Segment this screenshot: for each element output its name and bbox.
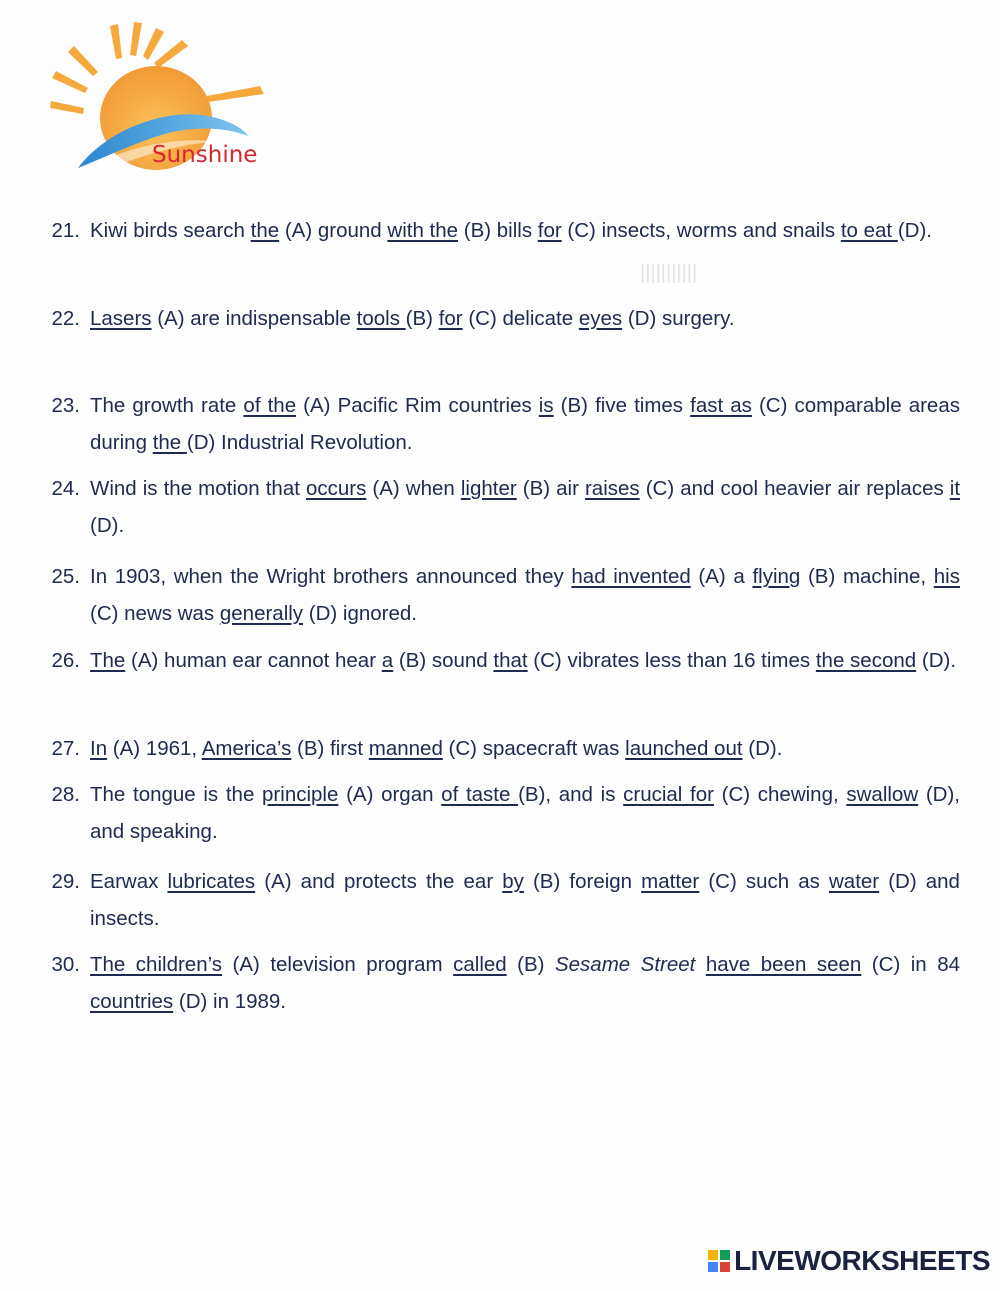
- underlined-option: with the: [387, 219, 459, 242]
- underlined-option: America’s: [201, 737, 292, 760]
- question-segment: (C) and cool heavier air replaces: [639, 477, 950, 500]
- underlined-option: The: [90, 649, 126, 672]
- underlined-option: to eat: [840, 219, 898, 242]
- question-segment: (A) Pacific Rim countries: [296, 394, 539, 417]
- question-segment: (D).: [90, 477, 966, 537]
- question-segment: (B), and is: [518, 783, 624, 806]
- question-segment: (A) are indispensable: [151, 307, 357, 330]
- question-segment: (B) sound: [393, 649, 494, 672]
- underlined-option: the: [152, 431, 187, 454]
- question-segment: (A) television program: [222, 953, 454, 976]
- question-number: 27.: [51, 737, 80, 760]
- question-segment: (B): [405, 307, 439, 330]
- question-23: [40, 387, 966, 461]
- question-segment: (C) delicate: [462, 307, 579, 330]
- question-segment: (C) in 84: [861, 953, 966, 976]
- question-segment: (D) in 1989.: [173, 990, 286, 1013]
- underlined-option: had invented: [571, 565, 691, 588]
- question-number: 25.: [51, 565, 80, 588]
- question-21: [40, 212, 960, 249]
- underlined-option: crucial for: [623, 783, 714, 806]
- underlined-option: the second: [815, 649, 917, 672]
- liveworksheets-icon: [708, 1250, 730, 1272]
- question-segment: (D).: [916, 649, 957, 672]
- underlined-option: Lasers: [90, 307, 152, 330]
- question-27: [40, 730, 960, 767]
- underlined-option: The children’s: [90, 953, 223, 976]
- question-25: [40, 558, 966, 632]
- question-segment: [695, 953, 705, 976]
- question-segment: (C) news was: [90, 565, 966, 625]
- question-segment: (B) air: [516, 477, 585, 500]
- underlined-option: generally: [219, 602, 304, 625]
- question-number: 22.: [51, 307, 80, 330]
- underlined-option: water: [829, 870, 880, 893]
- underlined-option: principle: [262, 783, 339, 806]
- question-30: [40, 946, 966, 1020]
- question-segment: (A) human ear cannot hear: [125, 649, 382, 672]
- underlined-option: have been seen: [705, 953, 862, 976]
- underlined-option: by: [502, 870, 524, 893]
- underlined-option: of taste: [441, 783, 519, 806]
- question-text: [90, 212, 960, 249]
- underlined-option: tools: [356, 307, 406, 330]
- question-number: 28.: [51, 783, 80, 806]
- underlined-option: of the: [243, 394, 297, 417]
- question-text: [90, 776, 966, 850]
- question-number: 23.: [51, 394, 80, 417]
- question-number: 26.: [51, 649, 80, 672]
- question-segment: Kiwi birds search: [90, 219, 251, 242]
- question-segment: (C) insects, worms and snails: [561, 219, 841, 242]
- question-29: [40, 863, 966, 937]
- question-segment: (A) when: [366, 477, 461, 500]
- question-text: [90, 863, 966, 937]
- underlined-option: called: [453, 953, 507, 976]
- underlined-option: is: [538, 394, 554, 417]
- underlined-option: fast as: [690, 394, 752, 417]
- question-number: 30.: [51, 953, 80, 976]
- underlined-option: launched out: [625, 737, 743, 760]
- question-text: [90, 946, 966, 1020]
- question-segment: Wind is the motion that: [90, 477, 306, 500]
- question-segment: (B) foreign: [523, 870, 642, 893]
- bleed-through: |||||||||||: [640, 263, 698, 285]
- underlined-option: that: [493, 649, 528, 672]
- question-number: 21.: [51, 219, 80, 242]
- question-number: 29.: [51, 870, 80, 893]
- underlined-option: a: [381, 649, 394, 672]
- question-segment: (D) ignored.: [303, 602, 417, 625]
- question-segment: In 1903, when the Wright brothers announced they: [90, 565, 572, 588]
- question-segment: (B) first: [291, 737, 369, 760]
- underlined-option: lubricates: [167, 870, 256, 893]
- question-text: [90, 730, 960, 767]
- question-segment: (D).: [897, 219, 932, 242]
- question-text: [90, 300, 960, 337]
- question-28: [40, 776, 966, 850]
- underlined-option: occurs: [305, 477, 367, 500]
- question-segment: The growth rate: [90, 394, 244, 417]
- question-segment: (C) vibrates less than 16 times: [527, 649, 816, 672]
- question-text: [90, 387, 966, 461]
- underlined-option: manned: [368, 737, 443, 760]
- question-24: [40, 470, 966, 544]
- underlined-option: In: [90, 737, 108, 760]
- sunshine-logo: [48, 18, 278, 178]
- underlined-option: countries: [90, 990, 174, 1013]
- question-segment: Earwax: [90, 870, 168, 893]
- question-segment: Sesame Street: [554, 953, 696, 976]
- underlined-option: for: [438, 307, 463, 330]
- underlined-option: swallow: [846, 783, 919, 806]
- underlined-option: it: [949, 477, 961, 500]
- underlined-option: raises: [584, 477, 640, 500]
- underlined-option: matter: [641, 870, 700, 893]
- question-segment: (A) ground: [279, 219, 388, 242]
- underlined-option: lighter: [460, 477, 517, 500]
- liveworksheets-logo: [708, 1245, 990, 1277]
- question-segment: (A) organ: [338, 783, 442, 806]
- question-segment: (D) and insects.: [90, 870, 966, 930]
- question-segment: (C) such as: [699, 870, 829, 893]
- underlined-option: eyes: [578, 307, 623, 330]
- question-segment: (C) spacecraft was: [442, 737, 626, 760]
- question-text: [90, 642, 960, 679]
- question-segment: (B) five times: [553, 394, 691, 417]
- question-number: 24.: [51, 477, 80, 500]
- question-text: [90, 470, 966, 544]
- brand-text: LIVEWORKSHEETS: [734, 1245, 990, 1276]
- question-segment: (D), and speaking.: [90, 783, 966, 843]
- underlined-option: for: [537, 219, 562, 242]
- question-segment: (A) and protects the ear: [255, 870, 503, 893]
- question-22: [40, 300, 960, 337]
- question-segment: (B) bills: [458, 219, 538, 242]
- question-text: [90, 558, 966, 632]
- underlined-option: the: [250, 219, 280, 242]
- question-segment: (D) surgery.: [622, 307, 735, 330]
- logo-text: Sunshine: [152, 142, 258, 168]
- question-segment: (A) a: [690, 565, 753, 588]
- question-26: [40, 642, 960, 679]
- underlined-option: flying: [752, 565, 801, 588]
- question-segment: (C) chewing,: [713, 783, 847, 806]
- question-segment: (D).: [742, 737, 783, 760]
- question-segment: (D) Industrial Revolution.: [186, 431, 413, 454]
- underlined-option: his: [933, 565, 960, 588]
- question-segment: (A) 1961,: [107, 737, 202, 760]
- question-segment: The tongue is the: [90, 783, 263, 806]
- question-segment: (B) machine,: [800, 565, 934, 588]
- question-segment: (B): [506, 953, 555, 976]
- question-segment: (C) comparable areas during: [90, 394, 966, 454]
